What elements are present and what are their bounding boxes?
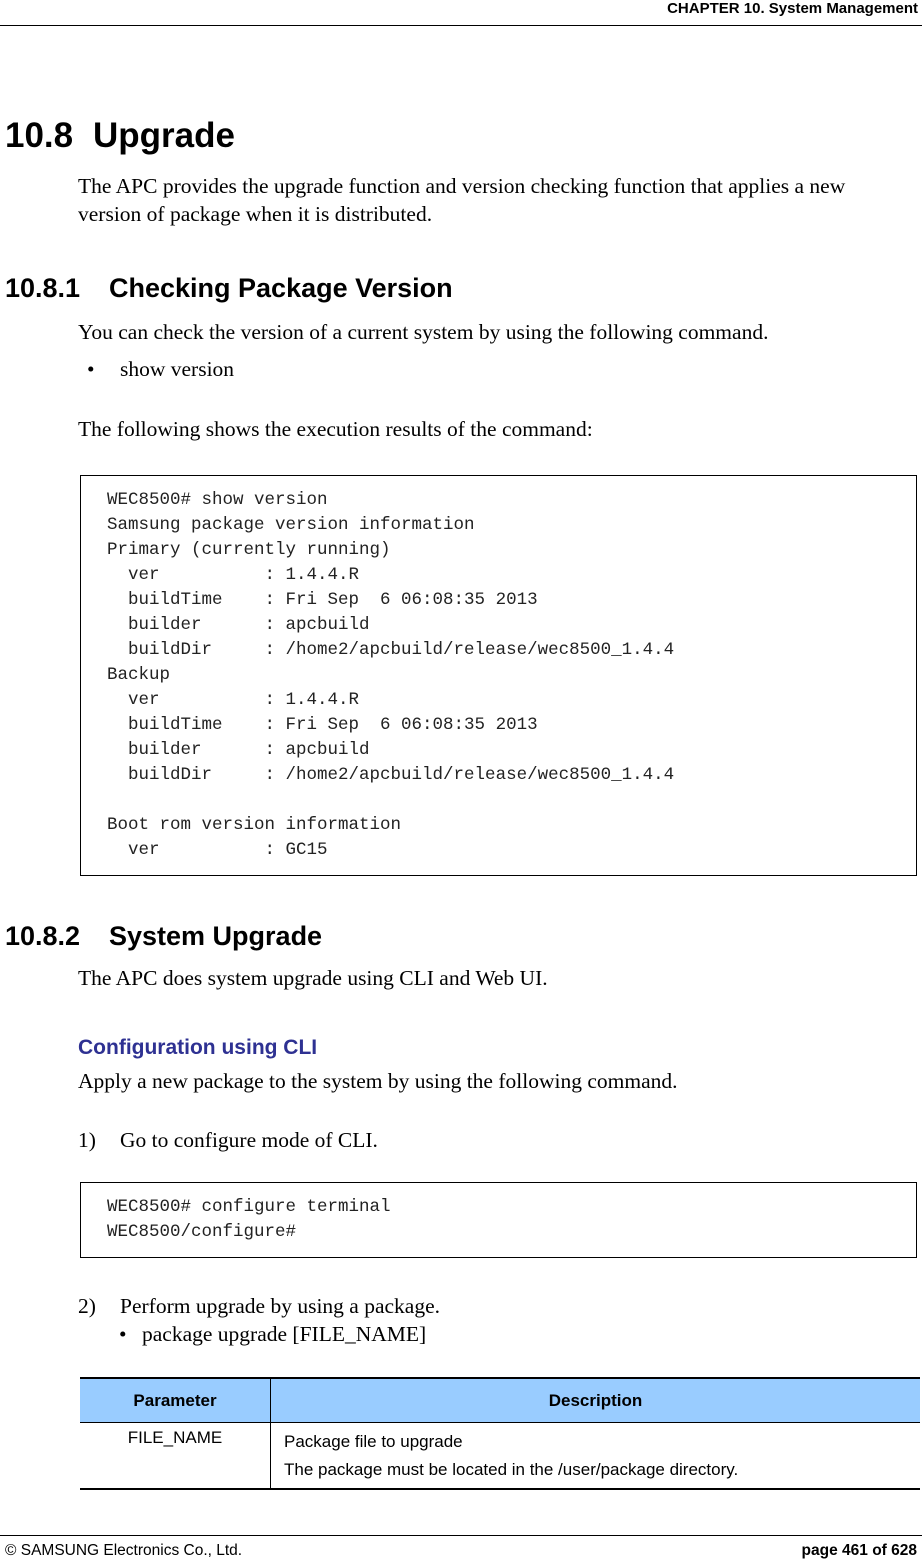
table-cell-description (271, 1423, 921, 1489)
code-line: buildTime : Fri Sep 6 06:08:35 2013 (107, 715, 538, 735)
footer-rule (0, 1535, 922, 1536)
section-heading (5, 114, 235, 158)
cli-config-heading: Configuration using CLI (78, 1036, 318, 1059)
code-line: Primary (currently running) (107, 540, 391, 560)
code-line (107, 788, 916, 813)
table-header-description: Description (271, 1378, 921, 1423)
step-2-bullet (119, 1319, 426, 1349)
result-intro-text: The following shows the execution results of the command: (78, 417, 593, 441)
section-number: 10.8 (5, 116, 74, 155)
section-intro-line1: The APC provides the upgrade function and version checking function that applies a new (78, 174, 846, 198)
description-line-1: Package file to upgrade (284, 1432, 463, 1451)
code-line: Boot rom version information (107, 815, 402, 835)
chapter-header: CHAPTER 10. System Management (667, 0, 918, 17)
code-line: WEC8500# show version (107, 490, 328, 510)
code-block-configure (80, 1182, 917, 1258)
bullet-text: package upgrade [FILE_NAME] (142, 1322, 427, 1346)
section-intro-line2: version of package when it is distributed. (78, 202, 433, 226)
subsection-1-title: Checking Package Version (109, 273, 453, 303)
code-line: ver : 1.4.4.R (107, 690, 360, 710)
table-cell-parameter: FILE_NAME (80, 1423, 271, 1489)
subsection-2-number: 10.8.2 (5, 921, 81, 951)
subsection-1-number: 10.8.1 (5, 273, 81, 303)
table-header-parameter: Parameter (80, 1378, 271, 1423)
subsection-2-text: The APC does system upgrade using CLI and Web UI. (78, 966, 548, 990)
step-2-text: Perform upgrade by using a package. (120, 1294, 441, 1318)
parameter-table (80, 1377, 920, 1490)
step-2-number: 2) (78, 1294, 96, 1318)
code-line: buildTime : Fri Sep 6 06:08:35 2013 (107, 590, 538, 610)
section-title: Upgrade (93, 116, 235, 155)
code-line: builder : apcbuild (107, 615, 370, 635)
subsection-heading-2 (5, 920, 322, 952)
bullet-dot: • (87, 357, 95, 381)
header-rule (0, 25, 922, 26)
code-line: WEC8500/configure# (107, 1222, 297, 1242)
bullet-text: show version (120, 357, 235, 381)
subsection-heading-1 (5, 272, 453, 304)
table-header-row (80, 1378, 920, 1423)
code-line: buildDir : /home2/apcbuild/release/wec8500_1.4.4 (107, 640, 675, 660)
table-row (80, 1423, 920, 1489)
code-line: builder : apcbuild (107, 740, 370, 760)
code-line: Backup (107, 665, 171, 685)
subsection-1-text: You can check the version of a current system by using the following command. (78, 320, 769, 344)
cli-config-text: Apply a new package to the system by using the following command. (78, 1069, 678, 1093)
step-1 (78, 1125, 378, 1155)
step-2 (78, 1291, 440, 1321)
step-1-text: Go to configure mode of CLI. (120, 1128, 378, 1152)
subsection-2-title: System Upgrade (109, 921, 323, 951)
bullet-dot: • (119, 1322, 127, 1346)
code-line: buildDir : /home2/apcbuild/release/wec8500_1.4.4 (107, 765, 675, 785)
description-line-2: The package must be located in the /user/package directory. (284, 1460, 739, 1479)
footer-copyright: © SAMSUNG Electronics Co., Ltd. (5, 1542, 243, 1559)
code-line: WEC8500# configure terminal (107, 1197, 391, 1217)
bullet-item (87, 354, 234, 384)
code-line: Samsung package version information (107, 515, 475, 535)
step-1-number: 1) (78, 1128, 96, 1152)
code-block-show-version (80, 475, 917, 876)
footer-page-number: page 461 of 628 (801, 1542, 917, 1559)
code-line: ver : GC15 (107, 840, 328, 860)
code-line: ver : 1.4.4.R (107, 565, 360, 585)
